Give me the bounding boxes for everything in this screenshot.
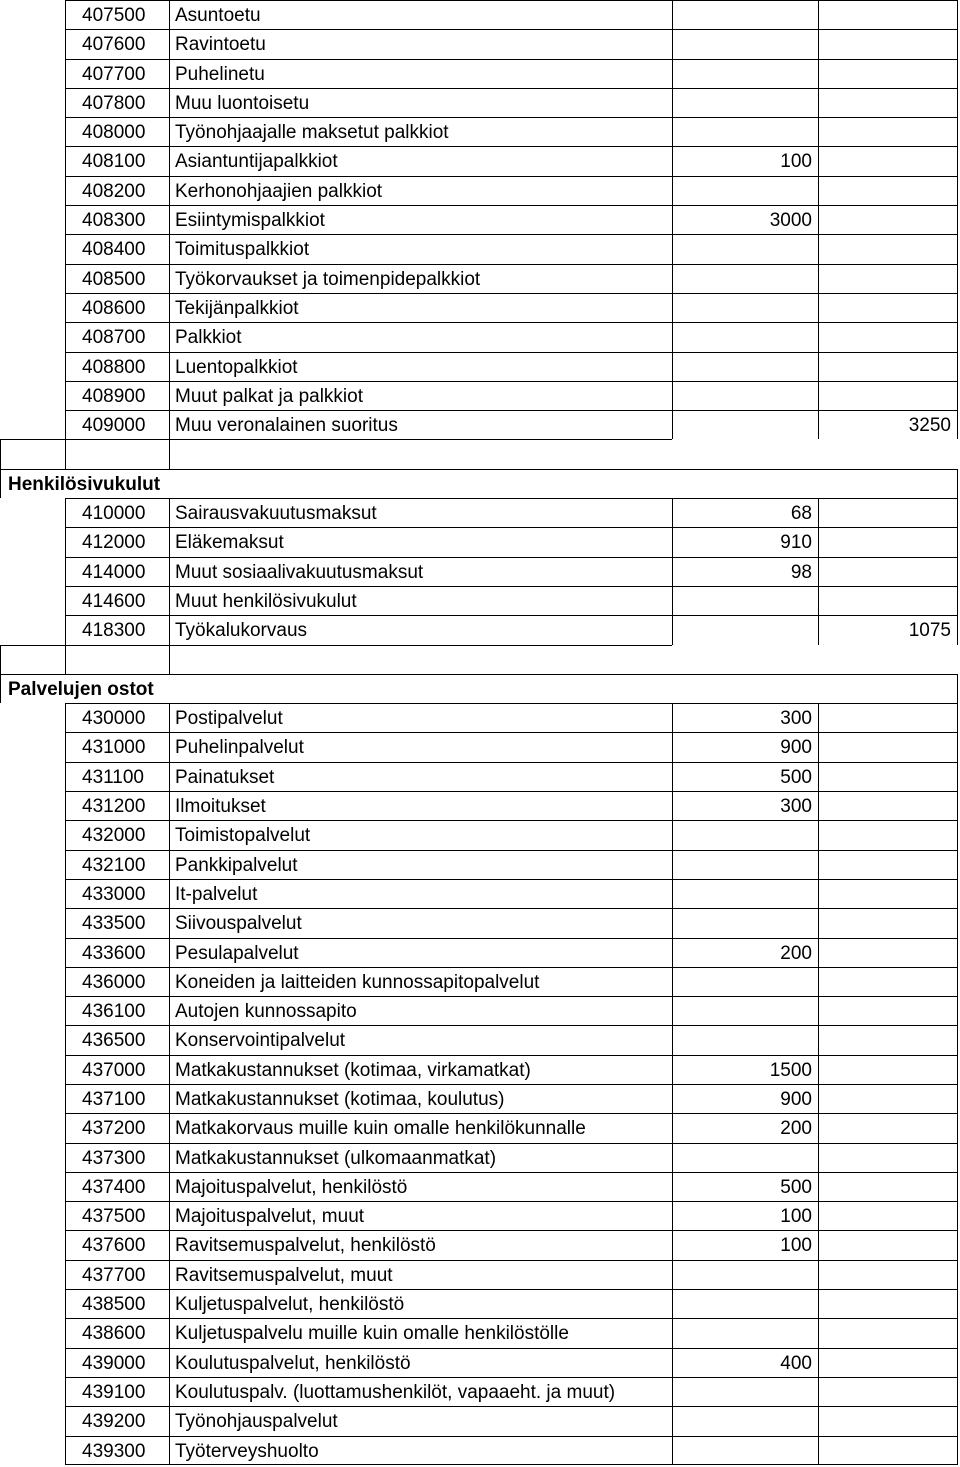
account-name[interactable]: Työnohjauspalvelut — [169, 1406, 672, 1435]
account-code[interactable]: 409000 — [65, 410, 169, 439]
empty-cell[interactable] — [65, 645, 169, 674]
account-code[interactable]: 408700 — [65, 322, 169, 351]
account-name[interactable]: Muut henkilösivukulut — [169, 586, 672, 615]
table-row — [0, 1377, 960, 1406]
account-name[interactable]: Pankkipalvelut — [169, 850, 672, 879]
amount-cell[interactable] — [672, 1260, 818, 1289]
amount-cell[interactable]: 910 — [672, 527, 818, 556]
table-row — [0, 967, 960, 996]
amount-cell[interactable]: 900 — [672, 732, 818, 761]
table-row — [0, 557, 960, 586]
section-title[interactable]: Palvelujen ostot — [0, 674, 958, 703]
table-row — [0, 59, 960, 88]
account-name[interactable]: Konservointipalvelut — [169, 1025, 672, 1054]
account-code[interactable]: 437700 — [65, 1260, 169, 1289]
empty-row — [0, 645, 960, 674]
account-name[interactable]: Tekijänpalkkiot — [169, 293, 672, 322]
total-cell[interactable] — [818, 967, 958, 996]
amount-cell[interactable] — [672, 879, 818, 908]
amount-cell[interactable]: 3000 — [672, 205, 818, 234]
account-code[interactable]: 433500 — [65, 908, 169, 937]
amount-cell[interactable] — [672, 1436, 818, 1465]
account-name[interactable]: It-palvelut — [169, 879, 672, 908]
amount-cell[interactable]: 300 — [672, 703, 818, 732]
account-name[interactable]: Asiantuntijapalkkiot — [169, 146, 672, 175]
total-cell[interactable] — [818, 1201, 958, 1230]
amount-cell[interactable] — [672, 850, 818, 879]
account-code[interactable]: 438500 — [65, 1289, 169, 1318]
total-cell[interactable] — [818, 1084, 958, 1113]
account-name[interactable]: Painatukset — [169, 762, 672, 791]
table-row — [0, 1260, 960, 1289]
account-code[interactable]: 439300 — [65, 1436, 169, 1465]
table-row — [0, 205, 960, 234]
account-code[interactable]: 408000 — [65, 117, 169, 146]
amount-cell[interactable] — [672, 381, 818, 410]
table-row — [0, 996, 960, 1025]
amount-cell[interactable]: 100 — [672, 1230, 818, 1259]
account-code[interactable]: 436100 — [65, 996, 169, 1025]
table-row — [0, 615, 960, 644]
table-row — [0, 234, 960, 263]
amount-cell[interactable]: 300 — [672, 791, 818, 820]
table-row — [0, 264, 960, 293]
account-name[interactable]: Ravintoetu — [169, 29, 672, 58]
table-row — [0, 527, 960, 556]
table-row — [0, 1025, 960, 1054]
total-cell[interactable] — [818, 527, 958, 556]
amount-cell[interactable] — [672, 176, 818, 205]
total-cell[interactable] — [818, 0, 958, 29]
table-row — [0, 1055, 960, 1084]
account-code[interactable]: 408500 — [65, 264, 169, 293]
table-row — [0, 293, 960, 322]
account-code[interactable]: 437600 — [65, 1230, 169, 1259]
table-row — [0, 732, 960, 761]
table-row — [0, 586, 960, 615]
total-cell[interactable] — [818, 59, 958, 88]
account-name[interactable]: Puhelinetu — [169, 59, 672, 88]
amount-cell[interactable] — [672, 59, 818, 88]
account-name[interactable]: Postipalvelut — [169, 703, 672, 732]
amount-cell[interactable] — [672, 88, 818, 117]
amount-cell[interactable]: 200 — [672, 1113, 818, 1142]
account-code[interactable]: 436000 — [65, 967, 169, 996]
total-cell[interactable] — [818, 732, 958, 761]
table-row — [0, 146, 960, 175]
account-name[interactable]: Koneiden ja laitteiden kunnossapitopalvelut — [169, 967, 672, 996]
account-code[interactable]: 437200 — [65, 1113, 169, 1142]
account-name[interactable]: Kuljetuspalvelut, henkilöstö — [169, 1289, 672, 1318]
empty-cell[interactable] — [169, 439, 672, 468]
total-cell[interactable] — [818, 1025, 958, 1054]
total-cell[interactable] — [818, 938, 958, 967]
account-name[interactable]: Luentopalkkiot — [169, 352, 672, 381]
total-cell[interactable] — [818, 762, 958, 791]
account-code[interactable]: 437500 — [65, 1201, 169, 1230]
total-cell[interactable] — [818, 1348, 958, 1377]
total-cell[interactable] — [818, 820, 958, 849]
total-cell[interactable] — [818, 1436, 958, 1465]
total-cell[interactable] — [818, 850, 958, 879]
total-cell[interactable] — [818, 381, 958, 410]
table-row — [0, 762, 960, 791]
table-row — [0, 1143, 960, 1172]
total-cell[interactable] — [818, 322, 958, 351]
account-code[interactable]: 439100 — [65, 1377, 169, 1406]
account-name[interactable]: Toimituspalkkiot — [169, 234, 672, 263]
amount-cell[interactable]: 68 — [672, 498, 818, 527]
amount-cell[interactable] — [672, 264, 818, 293]
total-cell[interactable]: 1075 — [818, 615, 958, 644]
account-code[interactable]: 408400 — [65, 234, 169, 263]
table-row — [0, 322, 960, 351]
amount-cell[interactable] — [672, 1289, 818, 1318]
table-row — [0, 908, 960, 937]
account-name[interactable]: Ravitsemuspalvelut, henkilöstö — [169, 1230, 672, 1259]
empty-cell[interactable] — [0, 645, 65, 674]
total-cell[interactable] — [818, 146, 958, 175]
account-name[interactable]: Majoituspalvelut, muut — [169, 1201, 672, 1230]
account-name[interactable]: Koulutuspalv. (luottamushenkilöt, vapaaeht. ja muut) — [169, 1377, 672, 1406]
amount-cell[interactable] — [672, 410, 818, 439]
amount-cell[interactable] — [672, 1143, 818, 1172]
amount-cell[interactable] — [672, 29, 818, 58]
total-cell[interactable] — [818, 1055, 958, 1084]
account-name[interactable]: Ravitsemuspalvelut, muut — [169, 1260, 672, 1289]
total-cell[interactable] — [818, 352, 958, 381]
amount-cell[interactable]: 200 — [672, 938, 818, 967]
amount-cell[interactable]: 1500 — [672, 1055, 818, 1084]
amount-cell[interactable] — [672, 1377, 818, 1406]
total-cell[interactable] — [818, 1172, 958, 1201]
account-code[interactable]: 436500 — [65, 1025, 169, 1054]
account-code[interactable]: 433000 — [65, 879, 169, 908]
total-cell[interactable] — [818, 1318, 958, 1347]
account-name[interactable]: Sairausvakuutusmaksut — [169, 498, 672, 527]
account-code[interactable]: 439000 — [65, 1348, 169, 1377]
amount-cell[interactable]: 500 — [672, 1172, 818, 1201]
total-cell[interactable] — [818, 205, 958, 234]
amount-cell[interactable] — [672, 1025, 818, 1054]
table-row — [0, 1084, 960, 1113]
amount-cell[interactable]: 900 — [672, 1084, 818, 1113]
account-name[interactable]: Asuntoetu — [169, 0, 672, 29]
account-code[interactable]: 408800 — [65, 352, 169, 381]
total-cell[interactable] — [818, 176, 958, 205]
table-row — [0, 1436, 960, 1465]
table-row — [0, 498, 960, 527]
account-name[interactable]: Palkkiot — [169, 322, 672, 351]
table-row — [0, 88, 960, 117]
account-code[interactable]: 430000 — [65, 703, 169, 732]
account-name[interactable]: Muut palkat ja palkkiot — [169, 381, 672, 410]
account-code[interactable]: 408200 — [65, 176, 169, 205]
account-name[interactable]: Matkakustannukset (kotimaa, virkamatkat) — [169, 1055, 672, 1084]
account-name[interactable]: Puhelinpalvelut — [169, 732, 672, 761]
amount-cell[interactable]: 100 — [672, 1201, 818, 1230]
account-name[interactable]: Siivouspalvelut — [169, 908, 672, 937]
total-cell[interactable] — [818, 29, 958, 58]
table-row — [0, 1201, 960, 1230]
amount-cell[interactable]: 98 — [672, 557, 818, 586]
table-row — [0, 938, 960, 967]
empty-cell[interactable] — [169, 645, 672, 674]
account-code[interactable]: 432000 — [65, 820, 169, 849]
account-name[interactable]: Pesulapalvelut — [169, 938, 672, 967]
account-code[interactable]: 412000 — [65, 527, 169, 556]
account-name[interactable]: Majoituspalvelut, henkilöstö — [169, 1172, 672, 1201]
table-row — [0, 820, 960, 849]
table-row — [0, 29, 960, 58]
total-cell[interactable] — [818, 88, 958, 117]
amount-cell[interactable] — [672, 117, 818, 146]
total-cell[interactable] — [818, 498, 958, 527]
table-row — [0, 1113, 960, 1142]
account-code[interactable]: 431100 — [65, 762, 169, 791]
table-row — [0, 1230, 960, 1259]
section-header-row — [0, 469, 960, 498]
amount-cell[interactable] — [672, 996, 818, 1025]
section-header-row — [0, 674, 960, 703]
account-code[interactable]: 408100 — [65, 146, 169, 175]
table-row — [0, 703, 960, 732]
table-row — [0, 410, 960, 439]
account-name[interactable]: Toimistopalvelut — [169, 820, 672, 849]
account-name[interactable]: Koulutuspalvelut, henkilöstö — [169, 1348, 672, 1377]
total-cell[interactable] — [818, 703, 958, 732]
total-cell[interactable] — [818, 117, 958, 146]
account-code[interactable]: 414600 — [65, 586, 169, 615]
total-cell[interactable] — [818, 1377, 958, 1406]
total-cell[interactable] — [818, 879, 958, 908]
table-row — [0, 1348, 960, 1377]
amount-cell[interactable] — [672, 322, 818, 351]
account-name[interactable]: Matkakorvaus muille kuin omalle henkilökunnalle — [169, 1113, 672, 1142]
total-cell[interactable] — [818, 1406, 958, 1435]
account-code[interactable]: 432100 — [65, 850, 169, 879]
account-name[interactable]: Esiintymispalkkiot — [169, 205, 672, 234]
account-code[interactable]: 407600 — [65, 29, 169, 58]
empty-cell[interactable] — [0, 439, 65, 468]
total-cell[interactable] — [818, 996, 958, 1025]
account-code[interactable]: 414000 — [65, 557, 169, 586]
account-name[interactable]: Autojen kunnossapito — [169, 996, 672, 1025]
account-name[interactable]: Muu luontoisetu — [169, 88, 672, 117]
total-cell[interactable] — [818, 586, 958, 615]
account-code[interactable]: 408300 — [65, 205, 169, 234]
amount-cell[interactable] — [672, 820, 818, 849]
amount-cell[interactable] — [672, 1406, 818, 1435]
account-code[interactable]: 408600 — [65, 293, 169, 322]
total-cell[interactable] — [818, 1113, 958, 1142]
table-row — [0, 176, 960, 205]
account-name[interactable]: Matkakustannukset (ulkomaanmatkat) — [169, 1143, 672, 1172]
total-cell[interactable] — [818, 908, 958, 937]
total-cell[interactable] — [818, 293, 958, 322]
table-row — [0, 791, 960, 820]
account-code[interactable]: 437400 — [65, 1172, 169, 1201]
account-code[interactable]: 431000 — [65, 732, 169, 761]
amount-cell[interactable] — [672, 0, 818, 29]
amount-cell[interactable]: 400 — [672, 1348, 818, 1377]
table-row — [0, 117, 960, 146]
account-name[interactable]: Työkalukorvaus — [169, 615, 672, 644]
account-name[interactable]: Kerhonohjaajien palkkiot — [169, 176, 672, 205]
amount-cell[interactable] — [672, 908, 818, 937]
account-code[interactable]: 410000 — [65, 498, 169, 527]
total-cell[interactable]: 3250 — [818, 410, 958, 439]
empty-cell[interactable] — [65, 439, 169, 468]
section-title[interactable]: Henkilösivukulut — [0, 469, 958, 498]
account-name[interactable]: Muu veronalainen suoritus — [169, 410, 672, 439]
account-code[interactable]: 437300 — [65, 1143, 169, 1172]
account-name[interactable]: Kuljetuspalvelu muille kuin omalle henkilöstölle — [169, 1318, 672, 1347]
table-row — [0, 1172, 960, 1201]
account-name[interactable]: Työkorvaukset ja toimenpidepalkkiot — [169, 264, 672, 293]
amount-cell[interactable] — [672, 293, 818, 322]
account-name[interactable]: Muut sosiaalivakuutusmaksut — [169, 557, 672, 586]
empty-row — [0, 439, 960, 468]
account-name[interactable]: Eläkemaksut — [169, 527, 672, 556]
table-row — [0, 879, 960, 908]
amount-cell[interactable]: 500 — [672, 762, 818, 791]
table-row — [0, 352, 960, 381]
total-cell[interactable] — [818, 264, 958, 293]
account-code[interactable]: 437000 — [65, 1055, 169, 1084]
account-name[interactable]: Työterveyshuolto — [169, 1436, 672, 1465]
amount-cell[interactable] — [672, 586, 818, 615]
amount-cell[interactable] — [672, 1318, 818, 1347]
total-cell[interactable] — [818, 1289, 958, 1318]
total-cell[interactable] — [818, 234, 958, 263]
amount-cell[interactable] — [672, 967, 818, 996]
account-name[interactable]: Ilmoitukset — [169, 791, 672, 820]
total-cell[interactable] — [818, 791, 958, 820]
account-name[interactable]: Työnohjaajalle maksetut palkkiot — [169, 117, 672, 146]
table-row — [0, 0, 960, 29]
total-cell[interactable] — [818, 1230, 958, 1259]
account-code[interactable]: 408900 — [65, 381, 169, 410]
account-code[interactable]: 437100 — [65, 1084, 169, 1113]
account-code[interactable]: 439200 — [65, 1406, 169, 1435]
amount-cell[interactable]: 100 — [672, 146, 818, 175]
amount-cell[interactable] — [672, 615, 818, 644]
amount-cell[interactable] — [672, 234, 818, 263]
account-code[interactable]: 433600 — [65, 938, 169, 967]
amount-cell[interactable] — [672, 352, 818, 381]
table-row — [0, 1289, 960, 1318]
account-code[interactable]: 407500 — [65, 0, 169, 29]
account-code[interactable]: 407800 — [65, 88, 169, 117]
table-row — [0, 1318, 960, 1347]
account-code[interactable]: 407700 — [65, 59, 169, 88]
table-row — [0, 850, 960, 879]
account-code[interactable]: 418300 — [65, 615, 169, 644]
total-cell[interactable] — [818, 1143, 958, 1172]
table-row — [0, 1406, 960, 1435]
account-code[interactable]: 431200 — [65, 791, 169, 820]
total-cell[interactable] — [818, 557, 958, 586]
account-code[interactable]: 438600 — [65, 1318, 169, 1347]
account-name[interactable]: Matkakustannukset (kotimaa, koulutus) — [169, 1084, 672, 1113]
total-cell[interactable] — [818, 1260, 958, 1289]
table-row — [0, 381, 960, 410]
